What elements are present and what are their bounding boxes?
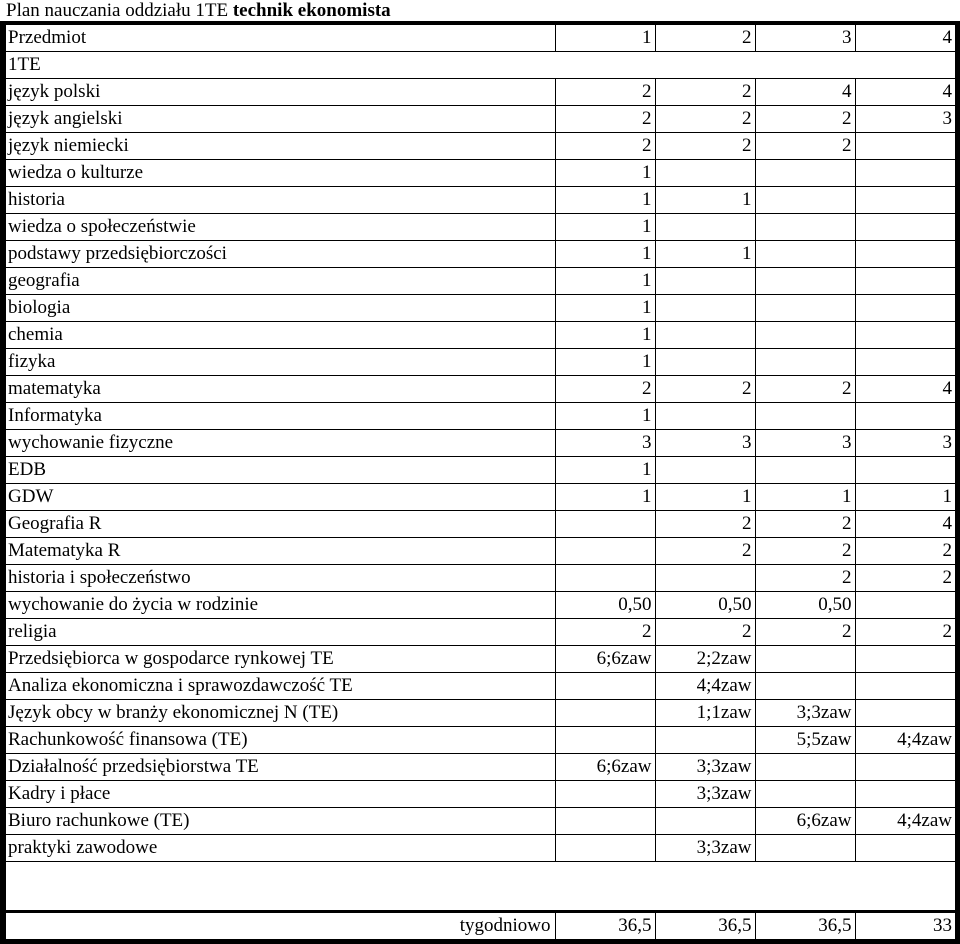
total-label: tygodniowo — [6, 913, 555, 939]
table-row — [6, 592, 955, 619]
table-row — [6, 700, 955, 727]
subject-cell: Matematyka R — [6, 538, 555, 565]
hours-year-3: 1 — [755, 484, 855, 511]
table-row — [6, 322, 955, 349]
hours-year-4 — [855, 403, 955, 430]
hours-year-2: 2 — [655, 376, 755, 403]
title-prefix: Plan nauczania oddziału 1TE — [6, 0, 229, 21]
total-year-4: 33 — [933, 915, 952, 936]
total-year-3: 36,5 — [755, 913, 855, 939]
table-row — [6, 646, 955, 673]
hours-year-3: 0,50 — [755, 592, 855, 619]
hours-year-4 — [855, 457, 955, 484]
hours-year-3 — [755, 241, 855, 268]
subject-cell: EDB — [6, 457, 555, 484]
hours-year-2 — [655, 268, 755, 295]
hours-year-2: 4;4zaw — [655, 673, 755, 700]
hours-year-4 — [855, 781, 955, 808]
subject-cell: Biuro rachunkowe (TE) — [6, 808, 555, 835]
subject-cell: religia — [6, 619, 555, 646]
subject-cell: Kadry i płace — [6, 781, 555, 808]
hours-year-2: 2 — [655, 538, 755, 565]
subject-cell: wiedza o społeczeństwie — [6, 214, 555, 241]
hours-year-3: 5;5zaw — [755, 727, 855, 754]
subject-cell: język niemiecki — [6, 133, 555, 160]
hours-year-1 — [555, 673, 655, 700]
table-row — [6, 565, 955, 592]
hours-year-3 — [755, 187, 855, 214]
hours-year-3: 6;6zaw — [755, 808, 855, 835]
hours-year-3: 3;3zaw — [755, 700, 855, 727]
hours-year-3 — [755, 214, 855, 241]
hours-year-3 — [755, 160, 855, 187]
hours-year-1: 1 — [555, 457, 655, 484]
subject-cell: wychowanie do życia w rodzinie — [6, 592, 555, 619]
hours-year-2: 2 — [655, 106, 755, 133]
table-row — [6, 403, 955, 430]
table-row — [6, 268, 955, 295]
subject-cell: matematyka — [6, 376, 555, 403]
hours-year-4: 3 — [855, 430, 955, 457]
hours-year-4 — [855, 322, 955, 349]
hours-year-1: 1 — [555, 295, 655, 322]
class-label: 1TE — [6, 52, 955, 79]
hours-year-2: 1;1zaw — [655, 700, 755, 727]
hours-year-4 — [855, 835, 955, 862]
hours-year-1 — [555, 538, 655, 565]
hours-year-2: 1 — [655, 241, 755, 268]
hours-year-1 — [555, 565, 655, 592]
hours-year-4: 1 — [855, 484, 955, 511]
hours-year-3: 4 — [755, 79, 855, 106]
curriculum-table — [6, 25, 955, 862]
subject-cell: Geografia R — [6, 511, 555, 538]
hours-year-4 — [855, 700, 955, 727]
hours-year-4 — [855, 754, 955, 781]
hours-year-2 — [655, 295, 755, 322]
hours-year-1: 1 — [555, 484, 655, 511]
hours-year-3: 2 — [755, 565, 855, 592]
table-row — [6, 754, 955, 781]
title-bold: technik ekonomista — [232, 0, 391, 21]
subject-cell: Przedsiębiorca w gospodarce rynkowej TE — [6, 646, 555, 673]
hours-year-3 — [755, 349, 855, 376]
hours-year-4: 2 — [855, 538, 955, 565]
hours-year-2 — [655, 214, 755, 241]
hours-year-2 — [655, 727, 755, 754]
hours-year-4: 4 — [855, 79, 955, 106]
table-row — [6, 295, 955, 322]
hours-year-3 — [755, 781, 855, 808]
hours-year-4: 3 — [855, 106, 955, 133]
header-year-4: 4 — [855, 25, 955, 52]
header-year-3: 3 — [755, 25, 855, 52]
table-row — [6, 214, 955, 241]
table-row — [6, 376, 955, 403]
table-row — [6, 160, 955, 187]
hours-year-2: 3;3zaw — [655, 835, 755, 862]
table-row — [6, 79, 955, 106]
total-table — [6, 913, 955, 939]
hours-year-4 — [855, 160, 955, 187]
hours-year-4 — [855, 295, 955, 322]
header-subject: Przedmiot — [6, 25, 555, 52]
hours-year-2 — [655, 349, 755, 376]
hours-year-1: 1 — [555, 214, 655, 241]
hours-year-3 — [755, 754, 855, 781]
hours-year-1 — [555, 808, 655, 835]
hours-year-4 — [855, 241, 955, 268]
header-year-2: 2 — [655, 25, 755, 52]
table-row — [6, 241, 955, 268]
hours-year-3: 2 — [755, 511, 855, 538]
hours-year-1: 1 — [555, 322, 655, 349]
hours-year-1: 1 — [555, 268, 655, 295]
hours-year-4: 4;4zaw — [855, 808, 955, 835]
hours-year-1: 1 — [555, 241, 655, 268]
total-year-1: 36,5 — [555, 913, 655, 939]
table-row — [6, 106, 955, 133]
hours-year-2: 2 — [655, 511, 755, 538]
hours-year-4 — [855, 592, 955, 619]
subject-cell: język polski — [6, 79, 555, 106]
hours-year-4 — [855, 646, 955, 673]
total-year-2: 36,5 — [655, 913, 755, 939]
hours-year-1: 3 — [555, 430, 655, 457]
hours-year-1: 6;6zaw — [555, 754, 655, 781]
table-row — [6, 619, 955, 646]
hours-year-1 — [555, 781, 655, 808]
hours-year-2: 3;3zaw — [655, 754, 755, 781]
table-row — [6, 673, 955, 700]
hours-year-4: 4 — [855, 511, 955, 538]
subject-cell: biologia — [6, 295, 555, 322]
hours-year-4: 2 — [855, 619, 955, 646]
subject-cell: język angielski — [6, 106, 555, 133]
header-year-1: 1 — [555, 25, 655, 52]
hours-year-1: 2 — [555, 619, 655, 646]
hours-year-2: 2 — [655, 133, 755, 160]
subject-cell: Analiza ekonomiczna i sprawozdawczość TE — [6, 673, 555, 700]
hours-year-1: 0,50 — [555, 592, 655, 619]
hours-year-2: 1 — [655, 484, 755, 511]
hours-year-3: 2 — [755, 106, 855, 133]
subject-cell: historia i społeczeństwo — [6, 565, 555, 592]
hours-year-2: 3;3zaw — [655, 781, 755, 808]
hours-year-2: 3 — [655, 430, 755, 457]
hours-year-1 — [555, 700, 655, 727]
hours-year-1 — [555, 835, 655, 862]
hours-year-1: 1 — [555, 160, 655, 187]
hours-year-3: 3 — [755, 430, 855, 457]
subject-cell: fizyka — [6, 349, 555, 376]
hours-year-1: 1 — [555, 187, 655, 214]
hours-year-2: 1 — [655, 187, 755, 214]
hours-year-2 — [655, 565, 755, 592]
hours-year-1: 1 — [555, 349, 655, 376]
table-row — [6, 538, 955, 565]
table-row — [6, 187, 955, 214]
subject-cell: praktyki zawodowe — [6, 835, 555, 862]
subject-cell: wiedza o kulturze — [6, 160, 555, 187]
hours-year-4: 4 — [855, 376, 955, 403]
class-row — [6, 52, 955, 79]
subject-cell: wychowanie fizyczne — [6, 430, 555, 457]
hours-year-3 — [755, 457, 855, 484]
hours-year-1: 2 — [555, 376, 655, 403]
hours-year-4: 2 — [855, 565, 955, 592]
table-row — [6, 349, 955, 376]
subject-cell: GDW — [6, 484, 555, 511]
hours-year-3 — [755, 646, 855, 673]
hours-year-3 — [755, 835, 855, 862]
hours-year-1 — [555, 511, 655, 538]
subject-cell: chemia — [6, 322, 555, 349]
subject-cell: geografia — [6, 268, 555, 295]
subject-cell: Rachunkowość finansowa (TE) — [6, 727, 555, 754]
hours-year-1: 2 — [555, 106, 655, 133]
hours-year-2: 2;2zaw — [655, 646, 755, 673]
table-row — [6, 808, 955, 835]
hours-year-3 — [755, 403, 855, 430]
table-row — [6, 835, 955, 862]
page-title — [6, 0, 391, 21]
hours-year-1: 2 — [555, 133, 655, 160]
hours-year-4: 4;4zaw — [855, 727, 955, 754]
hours-year-2 — [655, 322, 755, 349]
hours-year-4 — [855, 133, 955, 160]
hours-year-4 — [855, 673, 955, 700]
subject-cell: Język obcy w branży ekonomicznej N (TE) — [6, 700, 555, 727]
subject-cell: Działalność przedsiębiorstwa TE — [6, 754, 555, 781]
hours-year-4 — [855, 214, 955, 241]
table-row — [6, 511, 955, 538]
hours-year-2: 2 — [655, 79, 755, 106]
subject-cell: podstawy przedsiębiorczości — [6, 241, 555, 268]
hours-year-3: 2 — [755, 133, 855, 160]
hours-year-1: 1 — [555, 403, 655, 430]
hours-year-4 — [855, 349, 955, 376]
hours-year-2 — [655, 403, 755, 430]
hours-year-2: 2 — [655, 619, 755, 646]
table-row — [6, 727, 955, 754]
hours-year-3 — [755, 268, 855, 295]
subject-cell: Informatyka — [6, 403, 555, 430]
table-row — [6, 430, 955, 457]
hours-year-4 — [855, 187, 955, 214]
hours-year-2: 0,50 — [655, 592, 755, 619]
hours-year-1: 6;6zaw — [555, 646, 655, 673]
hours-year-2 — [655, 808, 755, 835]
hours-year-2 — [655, 457, 755, 484]
table-row — [6, 133, 955, 160]
hours-year-1 — [555, 727, 655, 754]
hours-year-1: 2 — [555, 79, 655, 106]
table-row — [6, 484, 955, 511]
table-row — [6, 781, 955, 808]
hours-year-2 — [655, 160, 755, 187]
hours-year-3: 2 — [755, 619, 855, 646]
hours-year-3 — [755, 673, 855, 700]
table-row — [6, 457, 955, 484]
hours-year-3: 2 — [755, 538, 855, 565]
subject-cell: historia — [6, 187, 555, 214]
hours-year-3 — [755, 322, 855, 349]
hours-year-3 — [755, 295, 855, 322]
hours-year-4 — [855, 268, 955, 295]
header-row — [6, 25, 955, 52]
total-row — [6, 913, 955, 939]
hours-year-3: 2 — [755, 376, 855, 403]
